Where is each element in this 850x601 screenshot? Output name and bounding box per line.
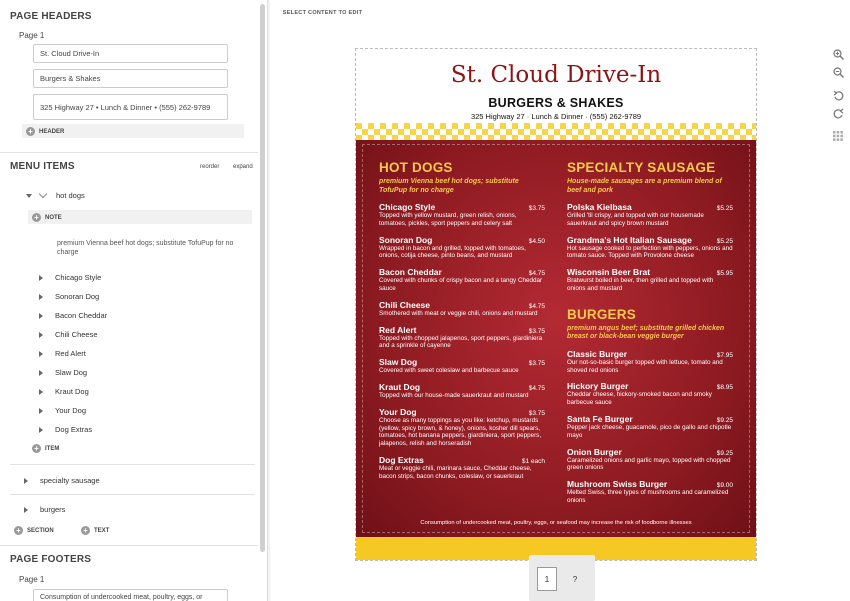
- item-desc: Topped with chopped jalapenos, sport peppers, giardiniera and a sprinkle of cayenne: [379, 334, 543, 350]
- header-field-title[interactable]: St. Cloud Drive-In: [33, 44, 228, 63]
- item-price: $5.95: [716, 270, 733, 278]
- menu-item[interactable]: [567, 414, 733, 440]
- section-specialty-sausage[interactable]: [24, 476, 100, 485]
- item-desc: Wrapped in bacon and grilled, topped with tomatoes, onions, cotija cheese, pinto beans, and mustard: [379, 244, 526, 260]
- item-price: $5.25: [716, 205, 733, 212]
- menu-footer-note[interactable]: Consumption of undercooked meat, poultry, eggs, or seafood may increase the risk of foodborne illnesses: [420, 520, 692, 526]
- section-hot-dogs[interactable]: [26, 191, 85, 200]
- page-1-button[interactable]: 1: [537, 567, 557, 591]
- menu-item[interactable]: [567, 381, 733, 407]
- caret-right-icon[interactable]: [39, 294, 43, 300]
- add-header-label: HEADER: [39, 128, 65, 135]
- page-headers-page-label: Page 1: [19, 31, 45, 40]
- page-headers-title: PAGE HEADERS: [10, 11, 92, 22]
- menu-subtitle[interactable]: BURGERS & SHAKES: [488, 96, 624, 110]
- item-price: $3.75: [528, 360, 545, 368]
- sausage-title[interactable]: SPECIALTY SAUSAGE: [567, 160, 716, 175]
- plus-icon: +: [32, 213, 41, 222]
- add-note-button[interactable]: [32, 213, 62, 222]
- item-desc: Melted Swiss, three types of mushrooms and caramelized onions: [567, 489, 729, 504]
- item-price: $4.50: [528, 237, 545, 245]
- header-field-info[interactable]: 325 Highway 27 • Lunch & Dinner • (555) 262-9789: [33, 94, 228, 120]
- section-burgers[interactable]: [24, 505, 65, 514]
- tree-item-label: Bacon Cheddar: [55, 311, 108, 320]
- grid-icon[interactable]: [832, 130, 844, 142]
- menu-item[interactable]: [567, 235, 733, 261]
- menu-page[interactable]: [355, 48, 757, 561]
- menu-item[interactable]: [379, 382, 545, 400]
- caret-right-icon[interactable]: [39, 370, 43, 376]
- menu-item[interactable]: [379, 325, 545, 351]
- menu-item[interactable]: [379, 267, 545, 293]
- menu-item[interactable]: [567, 349, 733, 375]
- menu-item[interactable]: [379, 235, 545, 261]
- plus-icon: +: [32, 444, 41, 453]
- item-desc: Caramelized onions and garlic mayo, topped with chopped green onions: [567, 456, 731, 472]
- expand-link[interactable]: expand: [233, 164, 253, 170]
- item-desc: Topped with yellow mustard, green relish, onions, tomatoes, pickles, sport peppers and celery salt: [379, 212, 517, 227]
- tree-item-chicago-style[interactable]: [39, 273, 101, 282]
- plus-icon: +: [26, 127, 35, 136]
- sausage-note[interactable]: House-made sausages are a premium blend of beef and pork: [567, 178, 722, 194]
- caret-right-icon[interactable]: [39, 408, 43, 414]
- item-price: $9.25: [716, 416, 733, 424]
- tree-item-bacon-cheddar[interactable]: [39, 311, 107, 320]
- item-name: Slaw Dog: [379, 357, 418, 368]
- add-section-button[interactable]: [14, 526, 54, 535]
- tree-item-label: Dog Extras: [55, 425, 93, 434]
- item-name: Your Dog: [379, 406, 417, 417]
- menu-item[interactable]: [379, 455, 545, 481]
- tree-item-red-alert[interactable]: [39, 349, 86, 358]
- tree-item-label: Chili Cheese: [55, 330, 98, 339]
- divider: [10, 464, 255, 465]
- item-name: Wisconsin Beer Brat: [567, 267, 651, 278]
- caret-right-icon[interactable]: [39, 313, 43, 319]
- add-item-label: ITEM: [45, 445, 60, 452]
- item-desc: Choose as many toppings as you like: ketchup, mustards (yellow, spicy brown, & honey), onions, kosher dill spears, tomatoes, hot banana peppers, giardiniera, sport peppers, jalapenos, relish and horseradish: [379, 416, 542, 448]
- item-price: $3.75: [528, 327, 545, 335]
- tree-item-label: Your Dog: [55, 406, 86, 415]
- burgers-note[interactable]: premium angus beef; substitute grilled chicken breast or black-bean veggie burger: [567, 324, 725, 341]
- divider: [0, 545, 258, 546]
- menu-item[interactable]: [379, 407, 545, 448]
- tree-item-kraut-dog[interactable]: [39, 387, 89, 396]
- section-hot-dogs-column[interactable]: [379, 160, 545, 481]
- tree-item-label: Red Alert: [55, 349, 86, 358]
- item-desc: Meat or veggie chili, marinara sauce, Cheddar cheese, bacon strips, bacon chunks, coleslaw, or sauerkraut: [379, 464, 532, 480]
- menu-item[interactable]: [567, 479, 733, 505]
- item-price: $3.75: [528, 409, 545, 417]
- tree-item-dog-extras[interactable]: [39, 425, 92, 434]
- item-name: Dog Extras: [379, 454, 424, 465]
- header-field-subtitle[interactable]: Burgers & Shakes: [33, 69, 228, 88]
- menu-item[interactable]: [567, 447, 733, 473]
- divider: [10, 494, 255, 495]
- tree-item-your-dog[interactable]: [39, 406, 86, 415]
- zoom-in-icon[interactable]: [832, 48, 844, 60]
- item-price: $4.75: [528, 270, 545, 278]
- redo-icon[interactable]: [832, 107, 844, 119]
- item-name: Grandma's Hot Italian Sausage: [567, 234, 692, 245]
- item-price: $9.00: [716, 482, 733, 490]
- add-header-button[interactable]: [26, 127, 64, 136]
- item-desc: Grilled 'til crispy, and topped with our housemade sauerkraut and spicy brown mustard: [567, 212, 704, 227]
- divider: [0, 152, 258, 153]
- section-right-column[interactable]: [567, 160, 733, 505]
- item-desc: Bratwurst boiled in beer, then grilled and topped with onions and mustard: [567, 277, 714, 292]
- item-name: Red Alert: [379, 324, 417, 335]
- zoom-out-icon[interactable]: [832, 66, 844, 78]
- tree-item-label: Sonoran Dog: [55, 292, 100, 301]
- menu-item[interactable]: [379, 300, 545, 318]
- caret-right-icon[interactable]: [24, 478, 28, 484]
- page-footers-page-label: Page 1: [19, 575, 45, 584]
- item-price: $4.75: [528, 302, 545, 310]
- menu-items-title: MENU ITEMS: [10, 161, 75, 172]
- add-note-label: NOTE: [45, 214, 62, 221]
- caret-right-icon[interactable]: [24, 507, 28, 513]
- hot-dogs-note[interactable]: premium Vienna beef hot dogs; substitute TofuPup for no charge: [379, 178, 519, 194]
- plus-icon: +: [81, 526, 90, 535]
- item-desc: Covered with chunks of crispy bacon and a tangy Cheddar sauce: [379, 277, 543, 292]
- item-name: Hickory Burger: [567, 381, 629, 392]
- item-price: $8.95: [716, 384, 733, 392]
- item-name: Kraut Dog: [379, 381, 421, 392]
- chevron-down-icon[interactable]: [39, 190, 47, 198]
- menu-item[interactable]: [567, 267, 733, 293]
- item-price: $5.25: [716, 237, 733, 245]
- add-item-button[interactable]: [32, 444, 59, 453]
- caret-down-icon: [26, 194, 32, 198]
- add-text-label: TEXT: [94, 527, 110, 534]
- add-text-button[interactable]: [81, 526, 109, 535]
- item-name: Sonoran Dog: [379, 234, 433, 245]
- section-label: specialty sausage: [40, 476, 100, 485]
- left-panel: [0, 0, 268, 601]
- menu-info[interactable]: 325 Highway 27 · Lunch & Dinner · (555) 262-9789: [470, 112, 642, 121]
- note-text[interactable]: premium Vienna beef hot dogs; substitute TofuPup for no charge: [57, 240, 234, 256]
- item-price: $1 each: [521, 457, 545, 465]
- menu-item[interactable]: [379, 357, 545, 375]
- item-desc: Topped with our house-made sauerkraut and mustard: [379, 391, 529, 399]
- caret-right-icon[interactable]: [39, 351, 43, 357]
- item-desc: Pepper jack cheese, guacamole, pico de gallo and chipotle mayo: [567, 423, 732, 439]
- tree-item-label: Kraut Dog: [55, 387, 89, 396]
- menu-board: [356, 140, 756, 537]
- reorder-link[interactable]: reorder: [200, 164, 220, 170]
- section-hot-dogs-label: hot dogs: [56, 191, 85, 200]
- caret-right-icon[interactable]: [39, 389, 43, 395]
- section-label: burgers: [40, 505, 66, 514]
- menu-item[interactable]: [379, 202, 545, 228]
- item-name: Santa Fe Burger: [567, 413, 633, 424]
- item-name: Bacon Cheddar: [379, 267, 442, 278]
- item-price: $7.95: [716, 351, 733, 359]
- item-price: $3.75: [528, 205, 545, 212]
- page-selector: [529, 555, 595, 601]
- item-name: Chicago Style: [379, 202, 436, 212]
- burgers-title[interactable]: BURGERS: [567, 306, 636, 322]
- item-desc: Hot sausage cooked to perfection with peppers, onions and tomato sauce. Topped with Provolone cheese: [567, 244, 733, 260]
- item-desc: Cheddar cheese, hickory-smoked bacon and smoky barbecue sauce: [567, 391, 712, 407]
- hot-dogs-title[interactable]: HOT DOGS: [379, 160, 453, 175]
- tree-item-sonoran-dog[interactable]: [39, 292, 99, 301]
- item-name: Chili Cheese: [379, 299, 431, 310]
- add-section-label: SECTION: [27, 527, 54, 534]
- caret-right-icon[interactable]: [39, 427, 43, 433]
- menu-item[interactable]: [567, 202, 733, 228]
- select-content-title: SELECT CONTENT TO EDIT: [282, 10, 363, 16]
- tree-item-slaw-dog[interactable]: [39, 368, 87, 377]
- item-name: Classic Burger: [567, 348, 627, 359]
- tree-item-chili-cheese[interactable]: [39, 330, 98, 339]
- item-price: $4.75: [528, 384, 545, 392]
- tree-item-label: Chicago Style: [55, 273, 102, 282]
- caret-right-icon[interactable]: [39, 275, 43, 281]
- item-price: $9.25: [716, 449, 733, 457]
- page-footers-title: PAGE FOOTERS: [10, 554, 92, 565]
- caret-right-icon[interactable]: [39, 332, 43, 338]
- item-desc: Smothered with meat or veggie chili, onions and mustard: [379, 309, 538, 317]
- footer-field[interactable]: Consumption of undercooked meat, poultry, eggs, or: [33, 589, 228, 601]
- item-desc: Covered with sweet coleslaw and barbecue sauce: [379, 367, 519, 375]
- item-name: Polska Kielbasa: [567, 202, 632, 212]
- item-name: Mushroom Swiss Burger: [567, 479, 668, 490]
- plus-icon: +: [14, 526, 23, 535]
- menu-title[interactable]: St. Cloud Drive-In: [450, 62, 662, 88]
- item-desc: Our not-so-basic burger topped with lettuce, tomato and shoved red onions: [567, 358, 723, 374]
- item-name: Onion Burger: [567, 446, 622, 457]
- help-button[interactable]: ?: [572, 574, 578, 584]
- left-panel-scrollbar[interactable]: [260, 4, 265, 552]
- undo-icon[interactable]: [832, 89, 844, 101]
- tree-item-label: Slaw Dog: [55, 368, 88, 377]
